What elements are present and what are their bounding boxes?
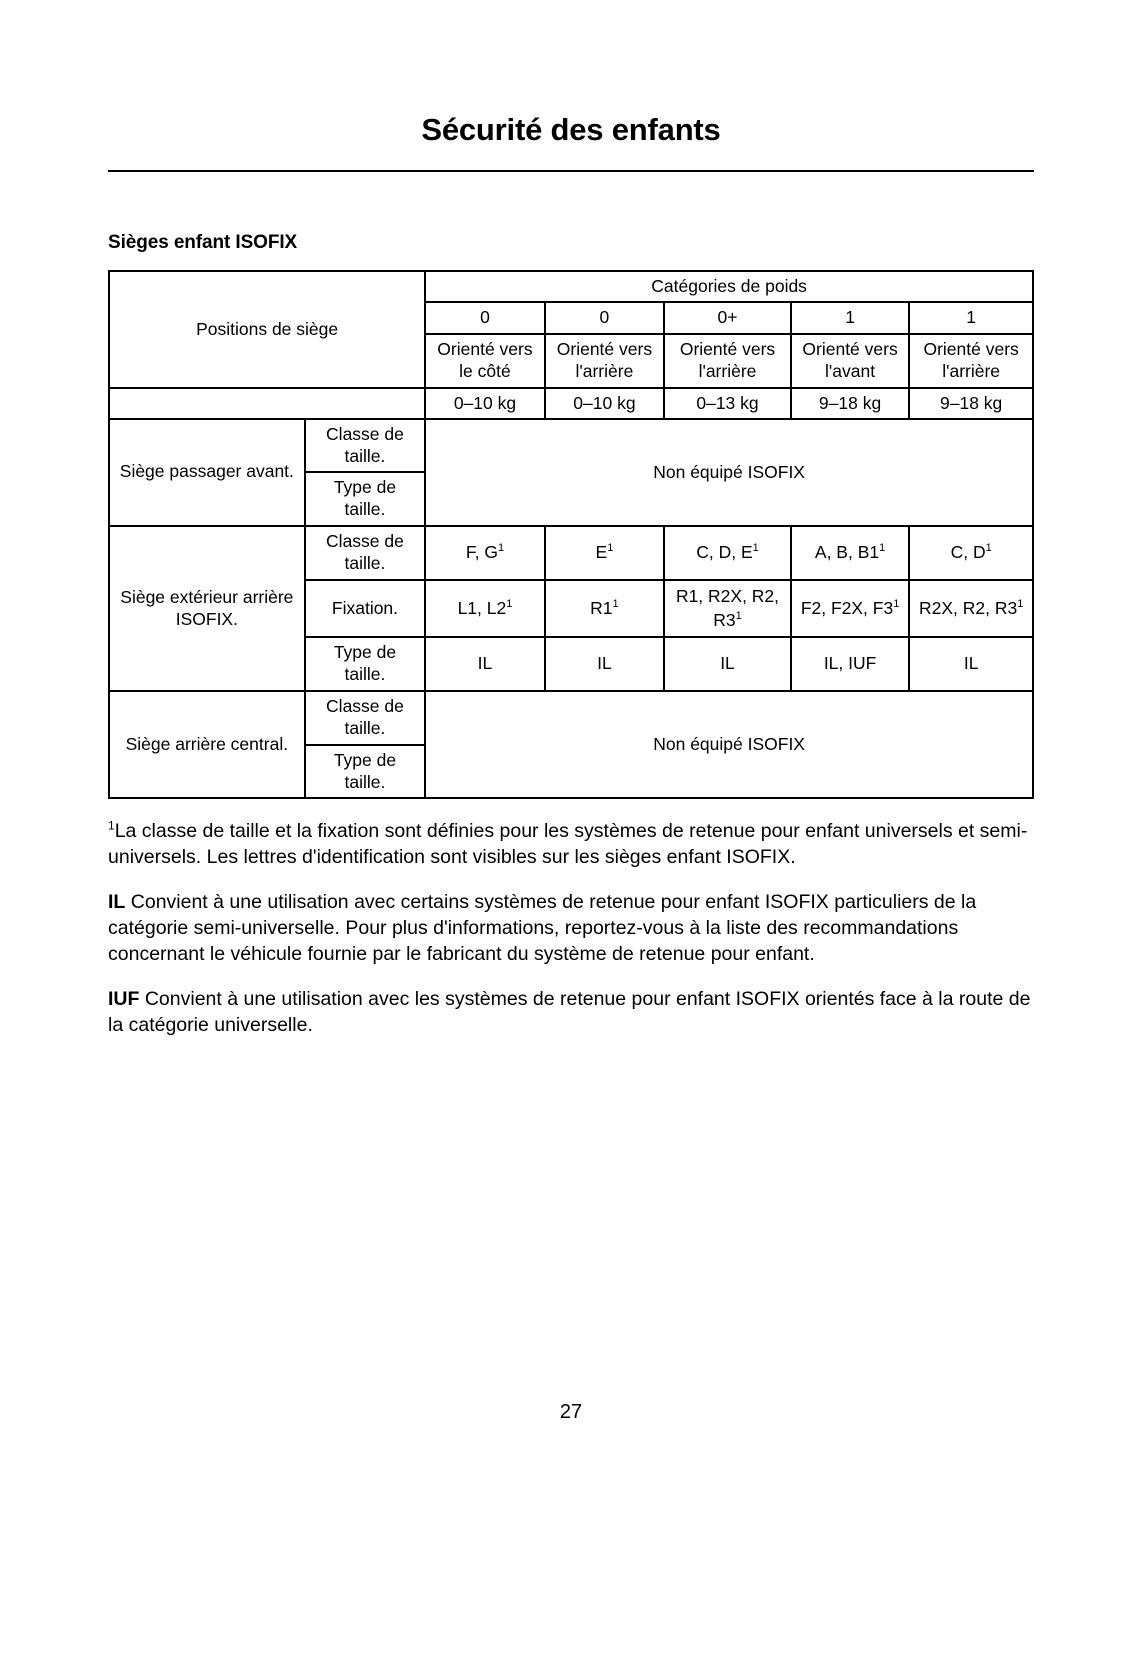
header-weight-2: 0–13 kg xyxy=(664,388,791,419)
header-weights-spacer xyxy=(109,388,425,419)
cell-type-1: IL xyxy=(545,637,664,691)
table-header-row-weights xyxy=(109,388,1033,419)
cell-type-2: IL xyxy=(664,637,791,691)
header-weight-1: 0–10 kg xyxy=(545,388,664,419)
footnote-1 xyxy=(108,819,1034,871)
cell-type-4: IL xyxy=(909,637,1033,691)
table-row xyxy=(109,419,1033,473)
page-number: 27 xyxy=(559,1401,583,1423)
row-merged-value-0: Non équipé ISOFIX xyxy=(425,419,1033,527)
row-attribute-2-0: Classe de taille. xyxy=(305,691,426,745)
header-divider xyxy=(108,170,1034,172)
footnote-text: Convient à une utilisation avec les systèmes de retenue pour enfant ISOFIX orientés face à la route de la catégorie universelle. xyxy=(108,988,1031,1037)
header-weight-4: 9–18 kg xyxy=(909,388,1033,419)
footnote-text: La classe de taille et la fixation sont définies pour les systèmes de retenue pour enfant universels et semi-universels. Les lettres d'identification sont visibles sur les sièges enfant ISOFIX. xyxy=(108,819,1028,868)
row-attribute-0-1: Type de taille. xyxy=(305,472,426,526)
header-weight-0: 0–10 kg xyxy=(425,388,544,419)
table-row xyxy=(109,526,1033,580)
header-class-1: 0 xyxy=(545,302,664,334)
cell-fixation-2: R1, R2X, R2, $R3^1$ xyxy=(664,580,791,637)
header-orientation-1: Orienté vers l'arrière xyxy=(545,334,664,388)
footnote-text: Convient à une utilisation avec certains systèmes de retenue pour enfant ISOFIX particuliers de la catégorie semi-universelle. Pour plus d'informations, reportez-vous à la liste des recommandations concernant le véhicule fournie par le fabricant du système de retenue pour enfant. xyxy=(108,891,977,966)
row-position-label-2: Siège arrière central. xyxy=(109,691,305,799)
cell-classe-3: A, B, $B1^1$ xyxy=(791,526,909,580)
footnotes xyxy=(108,819,1034,1039)
header-class-3: 1 xyxy=(791,302,909,334)
header-class-0: 0 xyxy=(425,302,544,334)
isofix-table xyxy=(108,270,1034,799)
row-position-label-0: Siège passager avant. xyxy=(109,419,305,527)
row-position-label-1: Siège extérieur arrière ISOFIX. xyxy=(109,526,305,691)
row-attribute-2-1: Type de taille. xyxy=(305,745,426,799)
row-attribute-1-1: Fixation. xyxy=(305,580,426,637)
cell-fixation-4: R2X, R2, $R3^1$ xyxy=(909,580,1033,637)
header-orientation-4: Orienté vers l'arrière xyxy=(909,334,1033,388)
header-orientation-2: Orienté vers l'arrière xyxy=(664,334,791,388)
header-weight-categories: Catégories de poids xyxy=(425,271,1033,302)
cell-classe-4: C, $D^1$ xyxy=(909,526,1033,580)
cell-fixation-3: F2, F2X, $F3^1$ xyxy=(791,580,909,637)
row-merged-value-2: Non équipé ISOFIX xyxy=(425,691,1033,799)
footnote-il xyxy=(108,890,1034,968)
footnote-label: IL xyxy=(108,891,126,914)
table-header-row-group xyxy=(109,271,1033,302)
row-attribute-1-2: Type de taille. xyxy=(305,637,426,691)
header-positions: Positions de siège xyxy=(109,271,425,388)
cell-type-3: IL, IUF xyxy=(791,637,909,691)
header-weight-3: 9–18 kg xyxy=(791,388,909,419)
footnote-marker: 1 xyxy=(108,818,115,833)
header-orientation-0: Orienté vers le côté xyxy=(425,334,544,388)
page-title: Sécurité des enfants xyxy=(421,112,721,147)
cell-type-0: IL xyxy=(425,637,544,691)
row-attribute-0-0: Classe de taille. xyxy=(305,419,426,473)
cell-classe-0: F, $G^1$ xyxy=(425,526,544,580)
section-heading: Sièges enfant ISOFIX xyxy=(108,232,298,253)
header-class-2: 0+ xyxy=(664,302,791,334)
cell-classe-2: C, D, $E^1$ xyxy=(664,526,791,580)
cell-fixation-1: $R1^1$ xyxy=(545,580,664,637)
cell-classe-1: $E^1$ xyxy=(545,526,664,580)
table-row xyxy=(109,691,1033,745)
footnote-label: IUF xyxy=(108,988,140,1011)
row-attribute-1-0: Classe de taille. xyxy=(305,526,426,580)
cell-fixation-0: L1, $L2^1$ xyxy=(425,580,544,637)
footnote-iuf xyxy=(108,987,1034,1039)
header-class-4: 1 xyxy=(909,302,1033,334)
header-orientation-3: Orienté vers l'avant xyxy=(791,334,909,388)
page-header xyxy=(108,0,1034,172)
